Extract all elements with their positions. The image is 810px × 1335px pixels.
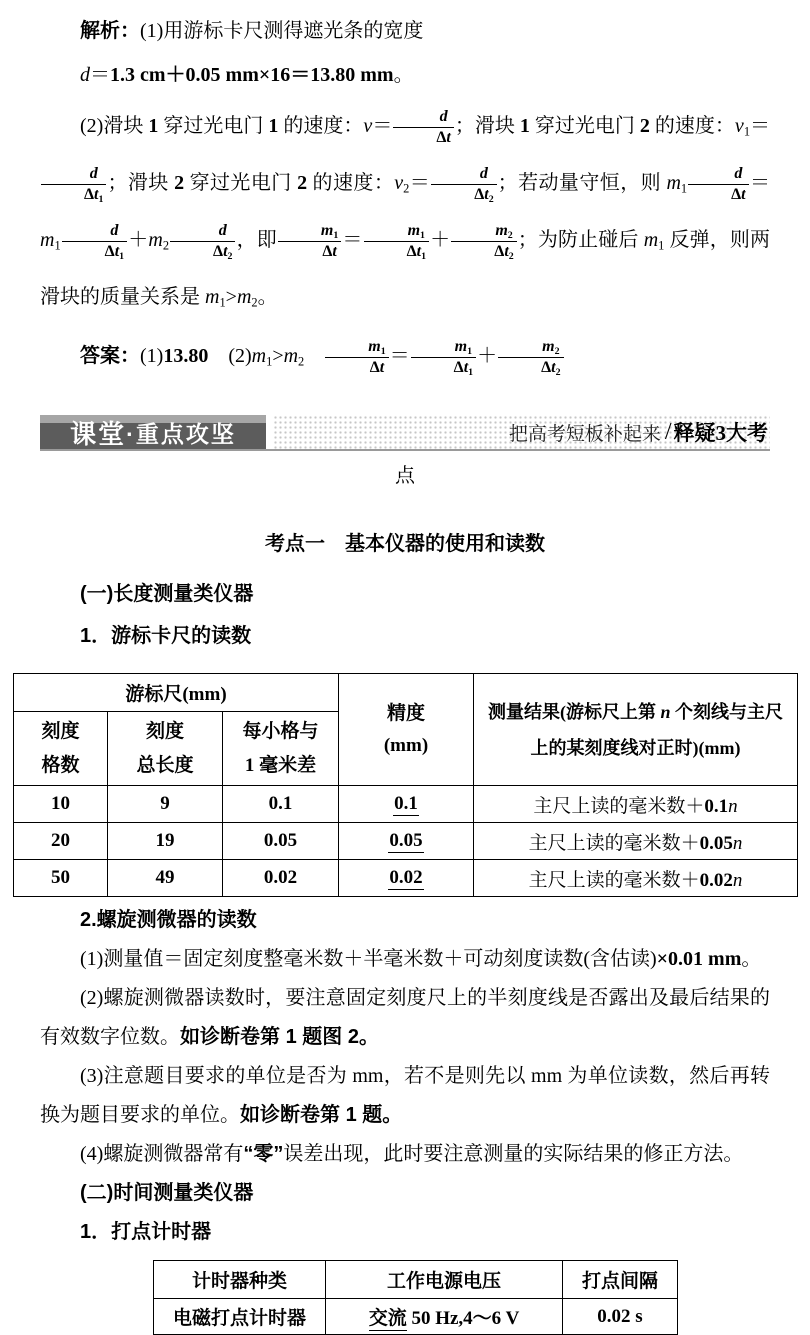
timer-voltage-header: 工作电源电压 xyxy=(326,1261,563,1299)
exam-point-heading: 考点一 基本仪器的使用和读数 xyxy=(265,533,545,555)
grids-cell: 20 xyxy=(14,823,108,860)
total-cell: 19 xyxy=(108,823,223,860)
length-instruments-heading: (一)长度测量类仪器 xyxy=(80,583,254,605)
dot-timer-heading: 1．打点计时器 xyxy=(80,1221,212,1243)
timer-interval-header: 打点间隔 xyxy=(563,1261,678,1299)
diff-cell: 0.02 xyxy=(223,860,339,897)
subheader-total-length: 刻度 总长度 xyxy=(108,712,223,786)
grids-cell: 10 xyxy=(14,786,108,823)
answer-line xyxy=(40,328,770,385)
vernier-group-header: 游标尺(mm) xyxy=(14,674,339,712)
solution-measurement-line: d＝1.3 cm＋0.05 mm×16＝13.80 mm。 xyxy=(80,64,414,86)
banner-slash: / xyxy=(664,418,672,445)
banner-subtitle-left: 把高考短板补起来 xyxy=(508,423,661,445)
timer-table xyxy=(153,1260,678,1335)
section-banner xyxy=(40,415,770,451)
micrometer-item-3: (3)注意题目要求的单位是否为 mm，若不是则先以 mm 为单位读数，然后再转换为题目要求的单位。如诊断卷第 1 题。 xyxy=(40,1065,770,1126)
subheader-grid-count: 刻度 格数 xyxy=(14,712,108,786)
total-cell: 49 xyxy=(108,860,223,897)
banner-overflow-char: 点 xyxy=(395,465,415,487)
timer-voltage-cell: 交流 50 Hz,4～6 V xyxy=(326,1299,563,1335)
banner-title-box xyxy=(40,415,266,449)
precision-cell: 0.1 xyxy=(339,786,474,823)
table-row xyxy=(14,860,798,897)
time-instruments-heading: (二)时间测量类仪器 xyxy=(80,1182,254,1204)
banner-dotted-strip xyxy=(273,415,770,449)
table-row xyxy=(154,1299,678,1335)
timer-type-header: 计时器种类 xyxy=(154,1261,326,1299)
precision-cell: 0.02 xyxy=(339,860,474,897)
grids-cell: 50 xyxy=(14,860,108,897)
vernier-caliper-heading: 1．游标卡尺的读数 xyxy=(80,625,252,647)
micrometer-item-2: (2)螺旋测微器读数时，要注意固定刻度尺上的半刻度线是否露出及最后结果的有效数字位数。如诊断卷第 1 题图 2。 xyxy=(40,987,770,1048)
result-cell: 主尺上读的毫米数＋0.05n xyxy=(474,823,798,860)
result-header: 测量结果(游标尺上第 n 个刻线与主尺 上的某刻度线对正时)(mm) xyxy=(474,674,798,786)
solution-line-1: (1)用游标卡尺测得遮光条的宽度 xyxy=(140,20,424,42)
solution-label: 解析： xyxy=(80,20,140,42)
micrometer-item-4: (4)螺旋测微器常有“零”误差出现，此时要注意测量的实际结果的修正方法。 xyxy=(80,1143,744,1165)
answer-content: (1)13.80 $(2)m_1>m_2$ $\frac{m_1}{\Delta t}$ ＝ $\frac{m_1}{\Delta t_1}$ ＋ $\frac{m_2}{\Delta t_2}$ xyxy=(140,345,565,367)
banner-subtitle-right: 释疑3大考 xyxy=(673,421,768,445)
timer-type-cell: 电磁打点计时器 xyxy=(154,1299,326,1335)
total-cell: 9 xyxy=(108,786,223,823)
precision-cell: 0.05 xyxy=(339,823,474,860)
diff-cell: 0.1 xyxy=(223,786,339,823)
table-row xyxy=(14,823,798,860)
timer-interval-cell: 0.02 s xyxy=(563,1299,678,1335)
vernier-caliper-table xyxy=(13,673,798,897)
banner-title-rest: ·重点攻坚 xyxy=(126,420,236,447)
answer-label: 答案： xyxy=(80,345,140,367)
diff-cell: 0.05 xyxy=(223,823,339,860)
result-cell: 主尺上读的毫米数＋0.1n xyxy=(474,786,798,823)
micrometer-heading: 2.螺旋测微器的读数 xyxy=(80,909,257,931)
precision-header: 精度 (mm) xyxy=(339,674,474,786)
micrometer-item-1: (1)测量值＝固定刻度整毫米数＋半毫米数＋可动刻度读数(含估读)×0.01 mm。 xyxy=(80,948,762,970)
table-row xyxy=(14,786,798,823)
result-cell: 主尺上读的毫米数＋0.02n xyxy=(474,860,798,897)
banner-title-main: 课堂 xyxy=(70,418,127,449)
solution-paragraph-1 xyxy=(40,10,770,52)
subheader-diff-per-grid: 每小格与 1 毫米差 xyxy=(223,712,339,786)
solution-paragraph-2: (2)滑块 1 穿过光电门 1 的速度：v＝ $\frac{d}{\Delta t}$ ；滑块 1 穿过光电门 2 的速度：$v_1=$ $\frac{d}{\Delta t_1}$ ；滑块 2 穿过光电门 2 的速度：$v_2=$ $\frac{d}{\Delta t_2}$ ；若动量守恒，则 $m_1$ $\frac{d}{\Delta t}$ $=m_1$ $\frac{d}{\Delta t_1}$ $+m_2$ $\frac{d}{\Delta t_2}$ ，即 $\frac{m_1}{\Delta t}$ ＝ $\frac{m_1}{\Delta t_1}$ ＋ $\frac{m_2}{\Delta t_2}$ ；为防止碰后 $m_1$ 反弹，则两滑块的质量关系是 $m_1>m_2$。 xyxy=(40,107,771,310)
